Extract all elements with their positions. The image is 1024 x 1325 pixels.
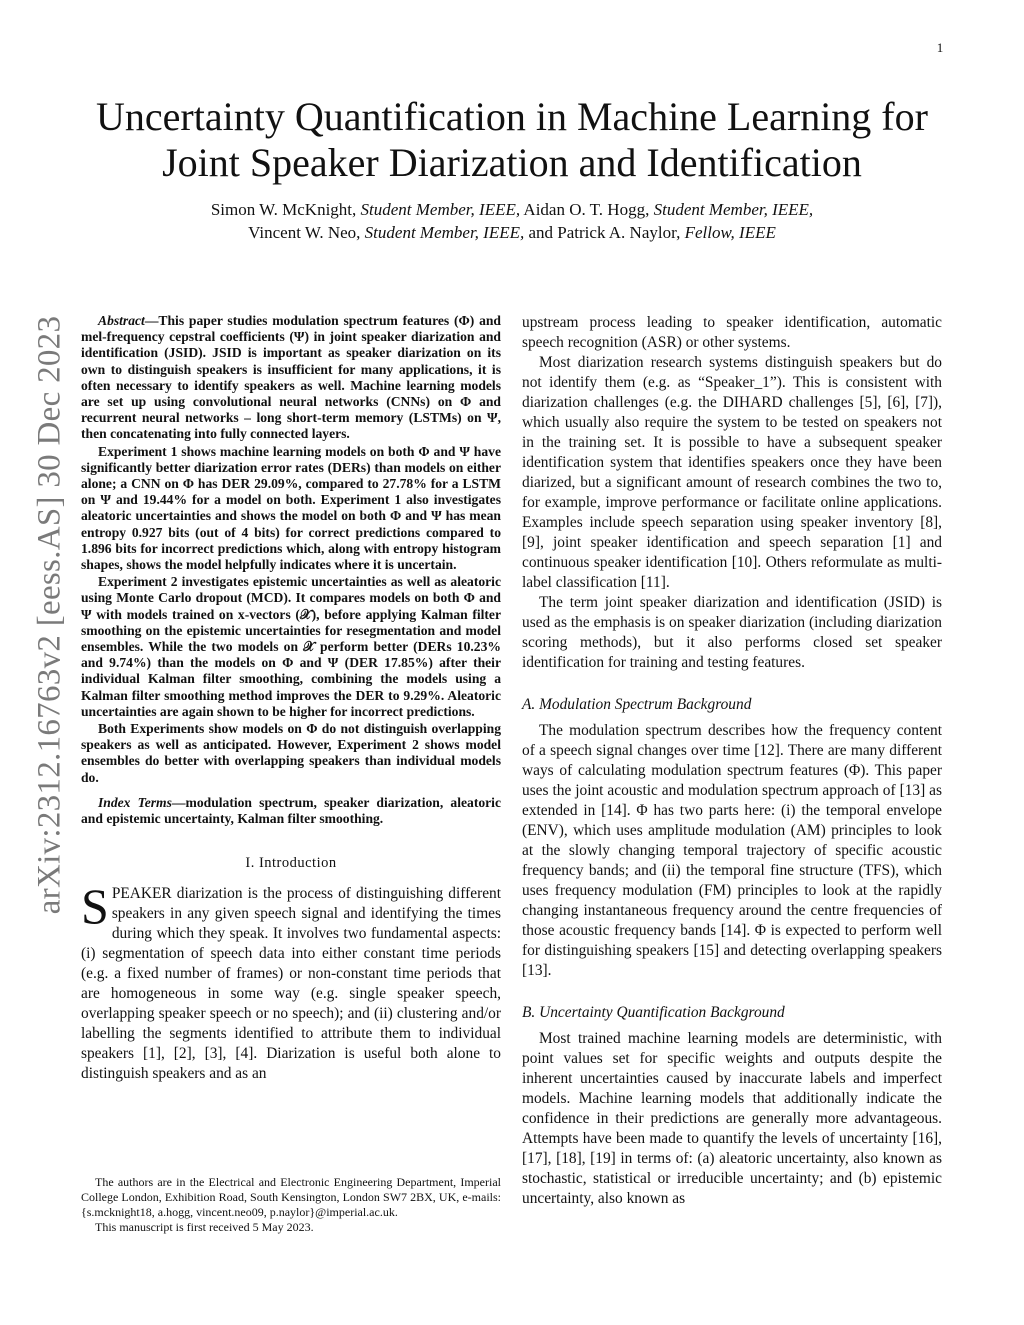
intro-paragraph xyxy=(81,878,501,1084)
author-role: Student Member, IEEE, xyxy=(364,223,525,242)
abstract-paragraph: Experiment 2 investigates epistemic uncertainties as well as aleatoric using Monte Carlo dropout (MCD). It compares models on both Φ and Ψ with models trained on x-vectors (𝒳), before applying Kalman filter smoothing on the epistemic uncertainties for resegmentation and model ensembles. While the two models on 𝒳 perform better (DERs 10.23% and 9.74%) than the models on Φ and Ψ (DER 17.85%) after their individual Kalman filter smoothing, combining the models using a Kalman filter smoothing method improves the DER to 9.29%. Aleatoric uncertainties are again shown to be higher for incorrect predictions. xyxy=(81,574,501,719)
paragraph: Most diarization research systems distinguish speakers but do not identify them (e.g. as “Speaker_1”). This is consistent with diarization challenges (e.g. the DIHARD challenges [5], [6], [7]), which usually also require the system to be tested on speakers not in the training set. It is possible to have a subsequent speaker identification system that identifies speakers once they have been diarized, but a significant amount of research combines the two to, for example, improve performance or facilitate online applications. Examples include speech separation using speaker inventory [8], [9], joint speaker identification and speech separation [1] and continuous speaker identification [10]. Others reformulate as multi-label classification [11]. xyxy=(522,354,942,591)
left-column xyxy=(81,313,501,1084)
author-name: Aidan O. T. Hogg, xyxy=(523,200,650,219)
paper-title xyxy=(60,94,964,186)
paragraph-continued: upstream process leading to speaker identification, automatic speech recognition (ASR) or other systems. xyxy=(522,314,942,351)
index-terms xyxy=(81,795,501,827)
index-terms-label: Index Terms xyxy=(98,794,172,810)
author-name: Simon W. McKnight, xyxy=(210,200,357,219)
index-terms-text: —modulation spectrum, speaker diarization, aleatoric and epistemic uncertainty, Kalman filter smoothing. xyxy=(81,794,501,827)
abstract-paragraph: Both Experiments show models on Φ do not distinguish overlapping speakers as well as anticipated. However, Experiment 2 shows model ensembles do better with overlapping speakers than individual models do. xyxy=(81,721,501,785)
intro-text: PEAKER diarization is the process of distinguishing different speakers in any given speech signal and identifying the times during which they speak. It involves two fundamental aspects: (i) segmentation of speech data into either constant time periods (e.g. a fixed number of frames) or non-constant time periods that are homogeneous in some way (e.g. single speaker speech, overlapping speaker speech or no speech); and (ii) clustering and/or labelling the segments identified to attribute them to individual speakers [1], [2], [3], [4]. Diarization is useful both alone to distinguish speakers and as an xyxy=(81,885,501,1083)
paragraph: The modulation spectrum describes how the frequency content of a speech signal changes over time [12]. There are many different ways of calculating modulation spectrum features (Φ). This paper uses the joint acoustic and modulation spectrum approach of [13] as extended in [14]. Φ has two parts here: (i) the temporal envelope (ENV), which uses amplitude modulation (AM) principles to look at the slowly changing temporal trajectory of specific acoustic frequency bands; and (ii) the temporal fine structure (TFS), which uses frequency modulation (FM) principles to look at the rapidly changing instantaneous frequency around the centre frequencies of those acoustic frequency bands [14]. Φ is expected to perform well for distinguishing speakers [15] and detecting overlapping speakers [13]. xyxy=(522,722,942,979)
author-role: Student Member, IEEE, xyxy=(653,200,814,219)
paragraph: The term joint speaker diarization and identification (JSID) is used as the emphasis is on speaker diarization (including diarization scoring methods), but it also performs closed set speaker identification for training and testing features. xyxy=(522,594,942,671)
abstract-paragraph xyxy=(81,313,501,443)
author-list xyxy=(60,198,964,244)
subsection-heading-uncertainty: B. Uncertainty Quantification Background xyxy=(522,1004,785,1021)
footnote-affiliation: The authors are in the Electrical and Electronic Engineering Department, Imperial College London, Exhibition Road, South Kensington, London SW7 2BX, UK, e-mails: {s.mcknight18, a.hogg, vincent.neo09, p.naylor}@imperial.ac.uk. xyxy=(81,1175,501,1219)
arxiv-identifier[interactable]: arXiv:2312.16763v2 [eess.AS] 30 Dec 2023 xyxy=(31,315,68,915)
drop-cap: S xyxy=(81,878,109,935)
footnote xyxy=(81,1175,501,1235)
abstract xyxy=(81,313,501,786)
introduction-body xyxy=(81,878,501,1084)
author-name: and Patrick A. Naylor, xyxy=(528,223,681,242)
author-role: Fellow, IEEE xyxy=(684,223,776,242)
right-column xyxy=(522,313,942,1209)
abstract-label: Abstract xyxy=(98,313,145,328)
footnote-received: This manuscript is first received 5 May 2023. xyxy=(95,1220,314,1234)
author-role: Student Member, IEEE, xyxy=(360,200,521,219)
section-heading-introduction: I. Introduction xyxy=(245,855,337,872)
paragraph: Most trained machine learning models are deterministic, with point values set for specific weights and outputs despite the inherent uncertainties caused by inaccurate labels and imperfect models. Machine learning models that additionally indicate the confidence in their predictions are generally more advantageous. Attempts have been made to quantify the levels of uncertainty [16], [17], [18], [19] in terms of: (a) aleatoric uncertainty, also known as stochastic, statistical or irreducible uncertainty; and (b) epistemic uncertainty, also known as xyxy=(522,1030,942,1207)
abstract-paragraph: Experiment 1 shows machine learning models on both Φ and Ψ have significantly better diarization error rates (DERs) than models on either alone; a CNN on Φ has DER 29.09%, compared to 27.78% for a LSTM on Ψ and 19.44% for a model on both. Experiment 1 also investigates aleatoric uncertainties and shows the model on both Φ and Ψ has mean entropy 0.927 bits (out of 4 bits) for correct predictions compared to 1.896 bits for incorrect predictions which, along with entropy histogram shapes, shows the model helpfully indicates where it is uncertain. xyxy=(81,443,501,573)
author-name: Vincent W. Neo, xyxy=(248,223,361,242)
abstract-text: —This paper studies modulation spectrum features (Φ) and mel-frequency cepstral coefficients (Ψ) in joint speaker diarization and identification (JSID). JSID is important as speaker diarization on its own to distinguish speakers is insufficient for many applications, it is often necessary to identify speakers as well. Machine learning models are set up using convolutional neural networks (CNNs) on Φ and recurrent neural networks – long short-term memory (LSTMs) on Ψ, then concatenating into fully connected layers. xyxy=(81,313,501,442)
title-line-2: Joint Speaker Diarization and Identification xyxy=(162,140,862,185)
subsection-heading-modulation: A. Modulation Spectrum Background xyxy=(522,696,752,713)
title-line-1: Uncertainty Quantification in Machine Learning for xyxy=(96,94,928,139)
page-number: 1 xyxy=(936,40,944,55)
